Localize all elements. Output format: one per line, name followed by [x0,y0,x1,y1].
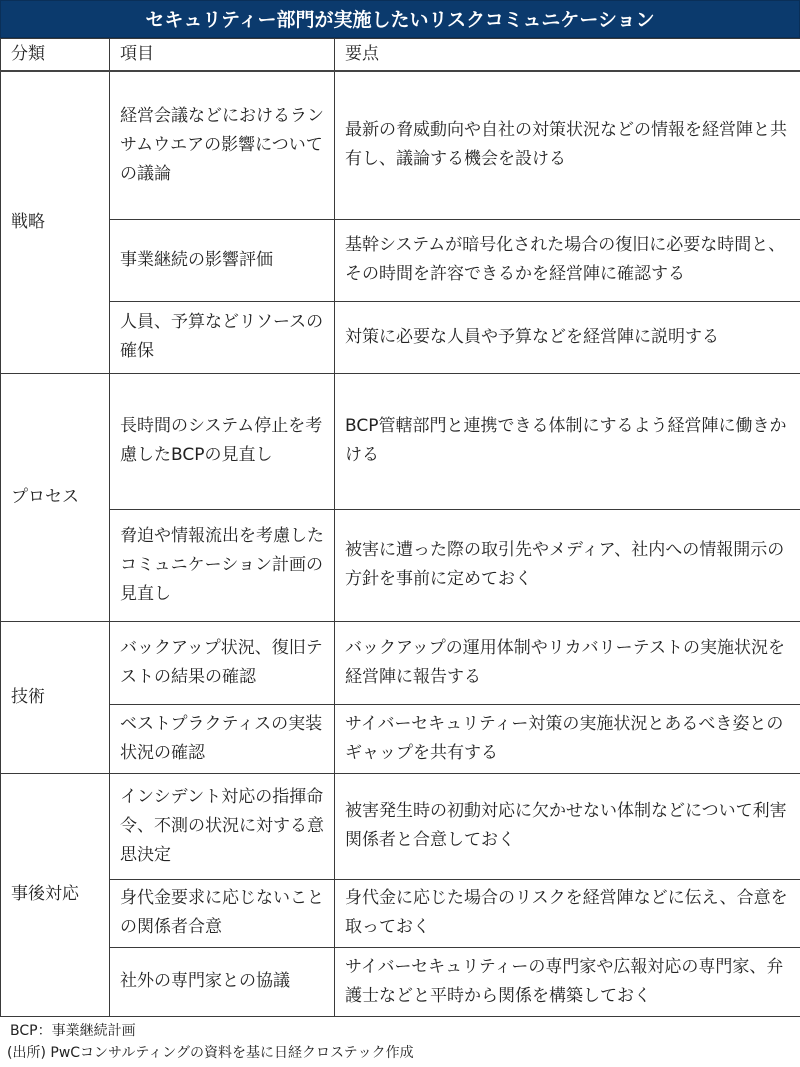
item-cell: 長時間のシステム停止を考慮したBCPの見直し [110,373,335,509]
header-row [1,39,800,72]
footer [0,1017,800,1064]
item-cell: ベストプラクティスの実装状況の確認 [110,704,335,773]
table-row [1,947,800,1016]
item-cell: インシデント対応の指揮命令、不測の状況に対する意思決定 [110,773,335,879]
table-row [1,773,800,879]
table-row [1,71,800,219]
risk-communication-table [0,38,800,1017]
category-cell-process: プロセス [1,373,110,621]
table-row [1,621,800,704]
item-cell: バックアップ状況、復旧テストの結果の確認 [110,621,335,704]
item-cell: 脅迫や情報流出を考慮したコミュニケーション計画の見直し [110,509,335,621]
point-cell: BCP管轄部門と連携できる体制にするよう経営陣に働きかける [335,373,800,509]
table-row [1,373,800,509]
item-cell: 経営会議などにおけるランサムウエアの影響についての議論 [110,71,335,219]
point-cell: サイバーセキュリティーの専門家や広報対応の専門家、弁護士などと平時から関係を構築しておく [335,947,800,1016]
item-cell: 人員、予算などリソースの確保 [110,301,335,373]
source-credit: (出所) PwCコンサルティングの資料を基に日経クロステック作成 [7,1044,414,1061]
category-cell-strategy: 戦略 [1,71,110,373]
table-title: セキュリティー部門が実施したいリスクコミュニケーション [0,0,800,38]
category-cell-post-incident: 事後対応 [1,773,110,1016]
table-row [1,509,800,621]
point-cell: 最新の脅威動向や自社の対策状況などの情報を経営陣と共有し、議論する機会を設ける [335,71,800,219]
category-cell-technology: 技術 [1,621,110,773]
point-cell: 身代金に応じた場合のリスクを経営陣などに伝え、合意を取っておく [335,879,800,947]
item-cell: 事業継続の影響評価 [110,219,335,301]
point-cell: 対策に必要な人員や予算などを経営陣に説明する [335,301,800,373]
footnote-bcp: BCP：事業継続計画 [10,1022,136,1039]
header-point: 要点 [335,39,800,72]
header-item: 項目 [110,39,335,72]
point-cell: サイバーセキュリティー対策の実施状況とあるべき姿とのギャップを共有する [335,704,800,773]
table-row [1,219,800,301]
table-row [1,301,800,373]
header-category: 分類 [1,39,110,72]
table-row [1,704,800,773]
point-cell: 被害発生時の初動対応に欠かせない体制などについて利害関係者と合意しておく [335,773,800,879]
point-cell: バックアップの運用体制やリカバリーテストの実施状況を経営陣に報告する [335,621,800,704]
table-row [1,879,800,947]
item-cell: 社外の専門家との協議 [110,947,335,1016]
point-cell: 基幹システムが暗号化された場合の復旧に必要な時間と、その時間を許容できるかを経営陣に確認する [335,219,800,301]
point-cell: 被害に遭った際の取引先やメディア、社内への情報開示の方針を事前に定めておく [335,509,800,621]
item-cell: 身代金要求に応じないことの関係者合意 [110,879,335,947]
